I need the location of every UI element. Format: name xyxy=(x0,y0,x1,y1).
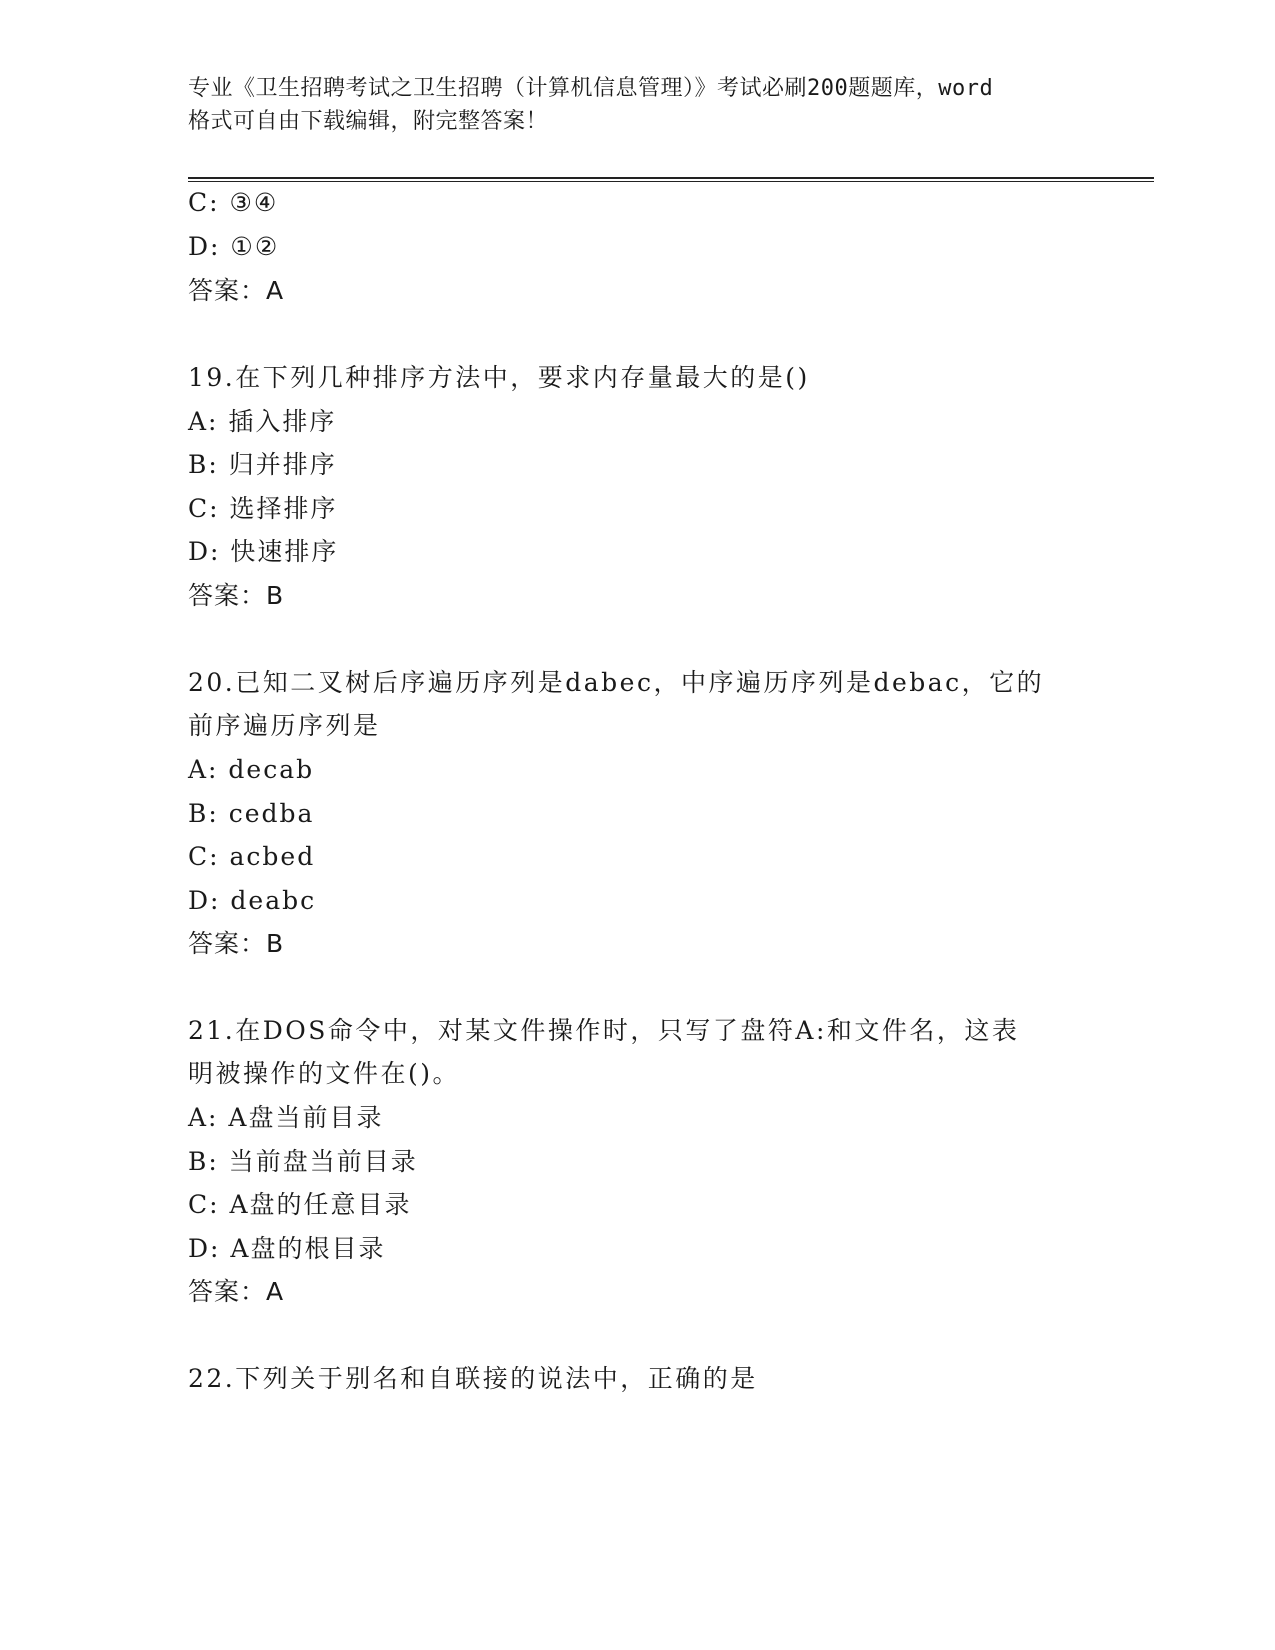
q19-option-c: C: 选择排序 xyxy=(188,494,338,523)
q22-stem: 22.下列关于别名和自联接的说法中，正确的是 xyxy=(188,1364,758,1393)
q19-answer: 答案：B xyxy=(188,581,285,610)
q21-answer: 答案：A xyxy=(188,1277,285,1306)
header-line-1: 专业《卫生招聘考试之卫生招聘（计算机信息管理）》考试必刷200题题库，word xyxy=(188,76,994,101)
q20-option-b: B: cedba xyxy=(188,799,315,828)
q19-option-b: B: 归并排序 xyxy=(188,450,337,479)
q21-stem-line-1: 21.在DOS命令中，对某文件操作时，只写了盘符A:和文件名，这表 xyxy=(188,1016,1020,1045)
q20-answer: 答案：B xyxy=(188,929,285,958)
q18-answer: 答案：A xyxy=(188,276,285,305)
q21-option-a: A: A盘当前目录 xyxy=(188,1103,384,1132)
q20-stem-line-2: 前序遍历序列是 xyxy=(188,711,381,740)
header-line-2: 格式可自由下载编辑，附完整答案！ xyxy=(188,109,549,134)
q20-option-c: C: acbed xyxy=(188,842,316,871)
q18-option-d: D: ①② xyxy=(188,232,280,261)
q21-stem-line-2: 明被操作的文件在()。 xyxy=(188,1059,461,1088)
q20-option-a: A: decab xyxy=(188,755,315,784)
q21-option-c: C: A盘的任意目录 xyxy=(188,1190,412,1219)
q20-stem-line-1: 20.已知二叉树后序遍历序列是dabec，中序遍历序列是debac，它的 xyxy=(188,668,1045,697)
q19-option-a: A: 插入排序 xyxy=(188,407,337,436)
q18-option-c: C: ③④ xyxy=(188,188,279,217)
q21-option-d: D: A盘的根目录 xyxy=(188,1234,386,1263)
q21-option-b: B: 当前盘当前目录 xyxy=(188,1147,418,1176)
q20-option-d: D: deabc xyxy=(188,886,317,915)
q19-stem: 19.在下列几种排序方法中，要求内存量最大的是() xyxy=(188,363,810,392)
q19-option-d: D: 快速排序 xyxy=(188,537,339,566)
header-divider xyxy=(188,177,1154,182)
document-header xyxy=(188,72,1088,138)
